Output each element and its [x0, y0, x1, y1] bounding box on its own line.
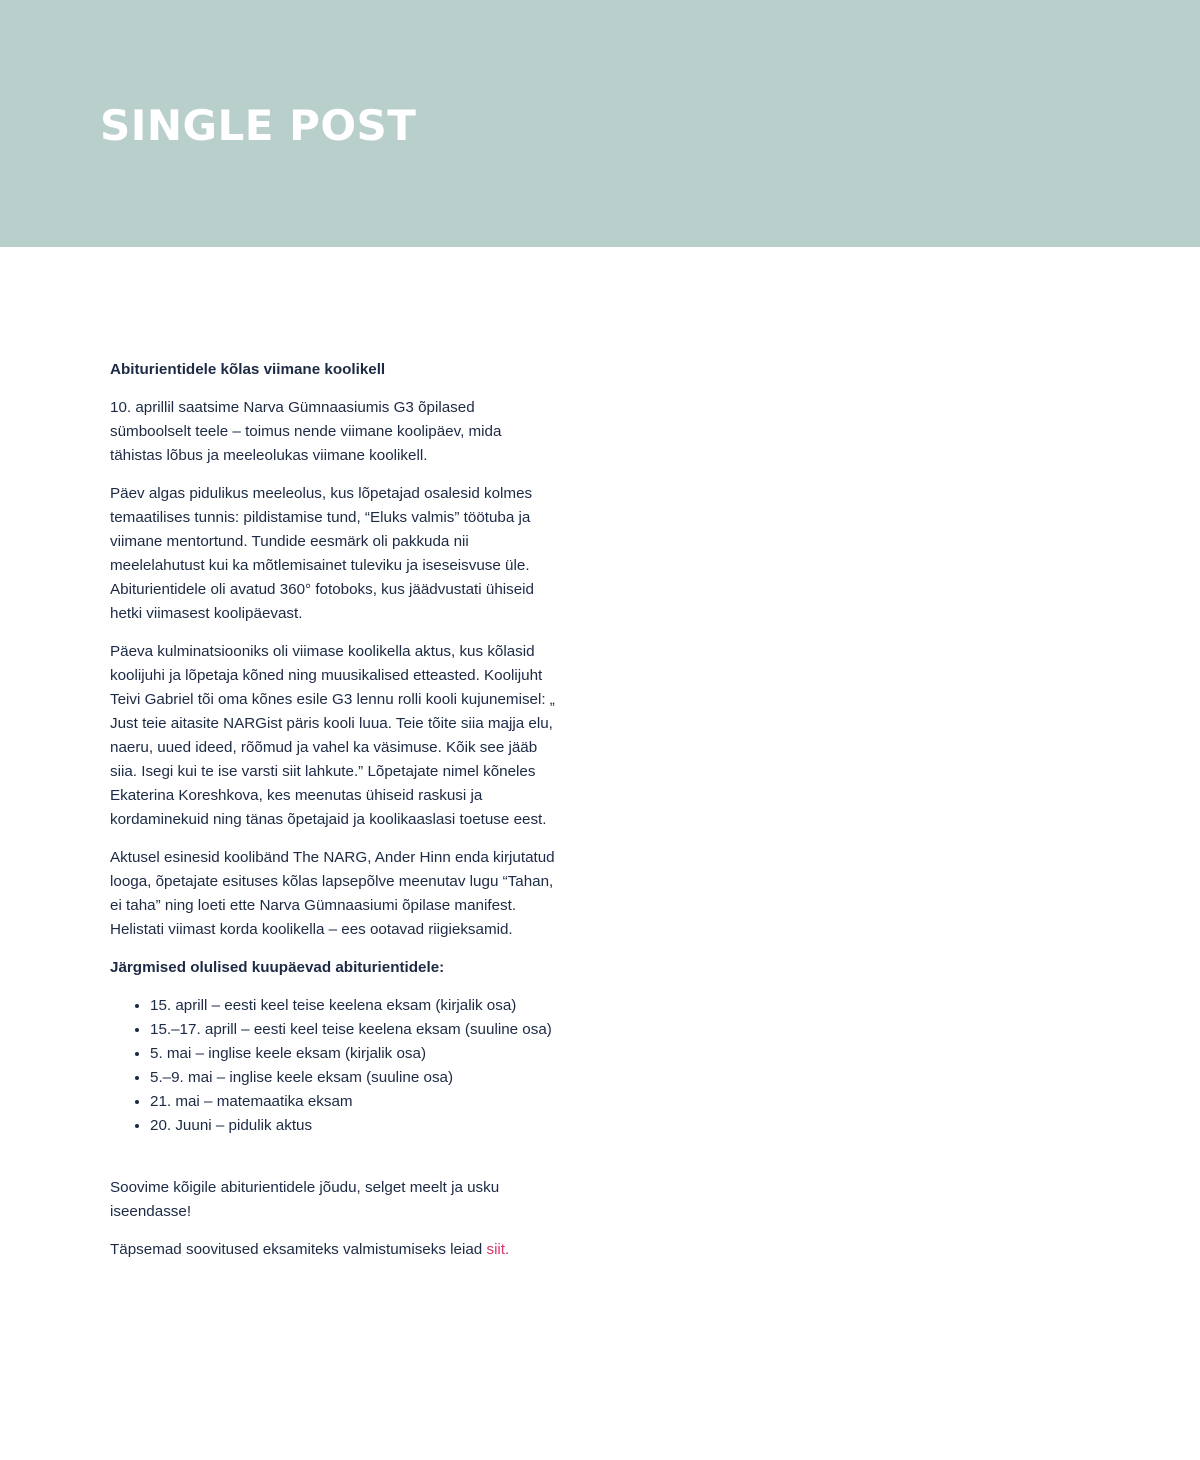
post-paragraph: Päev algas pidulikus meeleolus, kus lõpetajad osalesid kolmes temaatilises tunnis: pildistamise tund, “Eluks valmis” töötuba ja viimane mentortund. Tundide eesmärk oli pakkuda nii meelelahutust kui ka mõtlemisainet tuleviku ja iseseisvuse üle. Abiturientidele oli avatud 360° fotoboks, kus jäädvustati ühiseid hetki viimasest koolipäevast. [110, 485, 534, 622]
post-paragraph: Päeva kulminatsiooniks oli viimase koolikella aktus, kus kõlasid koolijuhi ja lõpetaja kõned ning muusikalised etteasted. Koolijuht Teivi Gabriel tõi oma kõnes esile G3 lennu rolli kooli kujunemisel: „ Just teie aitasite NARGist päris kooli luua. Teie tõite siia majja elu, naeru, uued ideed, rõõmud ja vahel ka väsimuse. Kõik see jääb siia. Isegi kui te ise varsti siit lahkute.” Lõpetajate nimel kõneles Ekaterina Koreshkova, kes meenutas ühiseid raskusi ja kordaminekuid ning tänas õpetajaid ja koolikaaslasi toetuse eest. [110, 643, 555, 828]
dates-list [150, 994, 555, 1138]
list-item: • 5.–9. mai – inglise keele eksam (suuline osa) [150, 1066, 555, 1090]
list-item: • 5. mai – inglise keele eksam (kirjalik osa) [150, 1042, 555, 1066]
post-article [110, 358, 555, 1276]
list-item: • 21. mai – matemaatika eksam [150, 1090, 555, 1114]
list-item: • 20. Juuni – pidulik aktus [150, 1114, 555, 1138]
post-heading: Abiturientidele kõlas viimane koolikell [110, 361, 386, 378]
list-item: • 15.–17. aprill – eesti keel teise keelena eksam (suuline osa) [150, 1018, 555, 1042]
closing-paragraph: Soovime kõigile abiturientidele jõudu, selget meelt ja usku iseendasse! [110, 1179, 500, 1220]
post-paragraph: 10. aprillil saatsime Narva Gümnaasiumis G3 õpilased sümboolselt teele – toimus nende viimane koolipäev, mida tähistas lõbus ja meeleolukas viimane koolikell. [110, 399, 502, 464]
list-item: • 15. aprill – eesti keel teise keelena eksam (kirjalik osa) [150, 994, 555, 1018]
more-info-link[interactable]: siit. [486, 1241, 510, 1258]
page-title: SINGLE POST [100, 101, 417, 150]
post-paragraph: Aktusel esinesid koolibänd The NARG, Ander Hinn enda kirjutatud looga, õpetajate esituses kõlas lapsepõlve meenutav lugu “Tahan, ei taha” ning loeti ette Narva Gümnaasiumi õpilase manifest. Helistati viimast korda koolikella – ees ootavad riigieksamid. [110, 849, 555, 938]
more-info-paragraph [110, 1238, 555, 1262]
page-hero [0, 0, 1200, 247]
more-info-text: Täpsemad soovitused eksamiteks valmistumiseks leiad [110, 1241, 487, 1258]
dates-heading: Järgmised olulised kuupäevad abiturientidele: [110, 959, 445, 976]
